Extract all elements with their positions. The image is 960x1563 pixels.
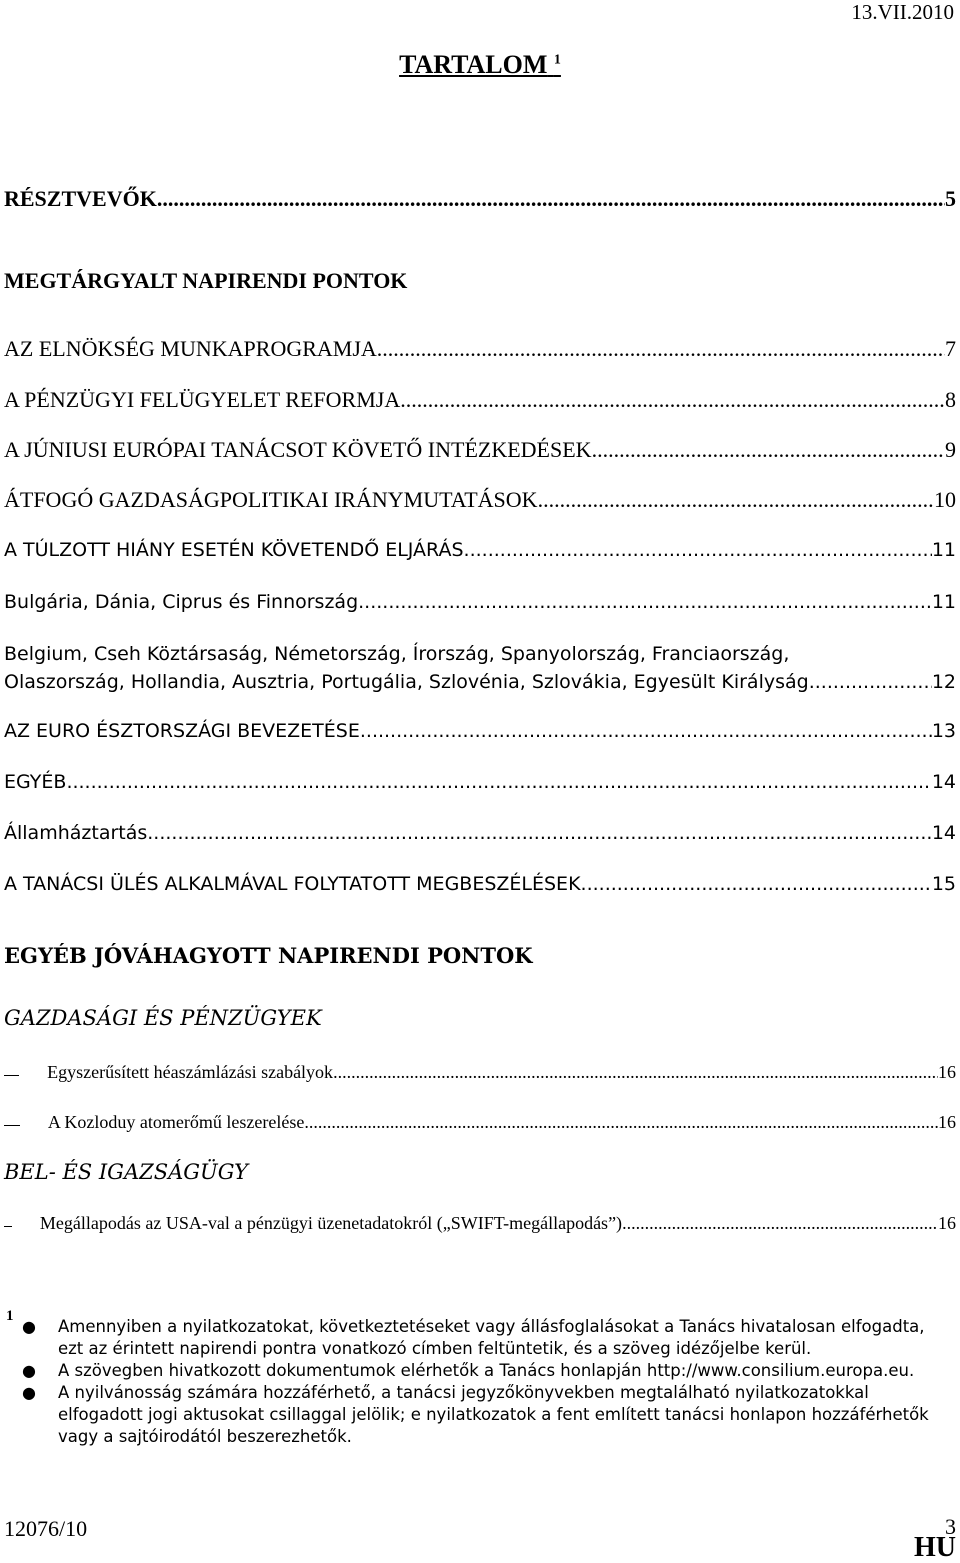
footnote-item: ● A nyilvánosság számára hozzáférhető, a tanácsi jegyzőkönyvekben megtalálható nyilatkozatokkal elfogadott jogi aktusokat csillaggal jelölik; e nyilatkozatok a fent említett tanácsi honlapon hozzáférhetők vagy a sajtóirodától beszerezhetők.: [22, 1383, 929, 1446]
section-heading-discussed: MEGTÁRGYALT NAPIRENDI PONTOK: [4, 268, 408, 293]
title-footnote-ref: 1: [553, 52, 561, 68]
toc-entry[interactable]: ÁTFOGÓ GAZDASÁGPOLITIKAI IRÁNYMUTATÁSOK ..... 10: [4, 487, 956, 513]
document-number: 12076/10: [4, 1516, 88, 1541]
dash-marker: [4, 1075, 19, 1076]
footnote-item: ● Amennyiben a nyilatkozatokat, következtetéseket vagy állásfoglalásokat a Tanács hivatalosan elfogadta, ezt az érintett napirendi pontra vonatkozó címben feltüntetik, és a szöveg idézőjelbe kerül.: [22, 1317, 925, 1358]
footnote-mark: 1: [6, 1308, 14, 1324]
section-heading-approved: EGYÉB JÓVÁHAGYOTT NAPIRENDI PONTOK: [4, 943, 533, 968]
language-code: HU: [914, 1532, 956, 1563]
toc-entry-euro[interactable]: AZ EURO ÉSZTORSZÁGI BEVEZETÉSE ..... 13: [4, 720, 956, 742]
toc-entry[interactable]: AZ ELNÖKSÉG MUNKAPROGRAMJA ..... 7: [4, 336, 956, 362]
page-title: TARTALOM $^1$: [399, 50, 561, 79]
toc-entry-deficit-sub2-line1[interactable]: Belgium, Cseh Köztársaság, Németország, Írország, Spanyolország, Franciaország,: [4, 643, 790, 665]
toc-entry-deficit-sub2[interactable]: Olaszország, Hollandia, Ausztria, Portugália, Szlovénia, Szlovákia, Egyesült Királyság ..... 12: [4, 671, 956, 693]
toc-entry[interactable]: A PÉNZÜGYI FELÜGYELET REFORMJA ..... 8: [4, 387, 956, 413]
toc-entry-council[interactable]: A TANÁCSI ÜLÉS ALKALMÁVAL FOLYTATOTT MEGBESZÉLÉSEK ..... 15: [4, 873, 956, 895]
toc-entry-participants[interactable]: RÉSZTVEVŐK ..... 5: [4, 186, 956, 212]
dash-marker: [4, 1125, 20, 1126]
toc-entry-finances[interactable]: Államháztartás ..... 14: [4, 822, 956, 844]
bullet-icon: ●: [22, 1317, 36, 1336]
dash-marker: [4, 1226, 12, 1227]
bullet-icon: ●: [22, 1361, 36, 1380]
toc-entry-other[interactable]: EGYÉB ..... 14: [4, 771, 956, 793]
footnote-list: [22, 1316, 942, 1448]
toc-entry-econ[interactable]: Egyszerűsített héaszámlázási szabályok ..... 16: [4, 1062, 956, 1083]
toc-entry-justice[interactable]: Megállapodás az USA-val a pénzügyi üzenetadatokról („SWIFT-megállapodás”) ..... 16: [4, 1213, 956, 1234]
page-number: 3: [945, 1514, 956, 1539]
footer-right: [914, 1516, 956, 1562]
document-date: 13.VII.2010: [851, 0, 954, 24]
footnote-item: ● A szövegben hivatkozott dokumentumok elérhetők a Tanács honlapján http://www.consilium.europa.eu.: [22, 1361, 915, 1380]
toc-entry-deficit[interactable]: A TÚLZOTT HIÁNY ESETÉN KÖVETENDŐ ELJÁRÁS ..... 11: [4, 539, 956, 561]
toc-entry-econ[interactable]: A Kozloduy atomerőmű leszerelése ..... 16: [4, 1112, 956, 1133]
subsection-heading-justice: BEL- ÉS IGAZSÁGÜGY: [4, 1160, 248, 1184]
subsection-heading-econ: GAZDASÁGI ÉS PÉNZÜGYEK: [4, 1006, 322, 1030]
toc-entry[interactable]: A JÚNIUSI EURÓPAI TANÁCSOT KÖVETŐ INTÉZKEDÉSEK ..... 9: [4, 437, 956, 463]
bullet-icon: ●: [22, 1383, 36, 1402]
toc-entry-deficit-sub[interactable]: Bulgária, Dánia, Ciprus és Finnország ..... 11: [4, 591, 956, 613]
